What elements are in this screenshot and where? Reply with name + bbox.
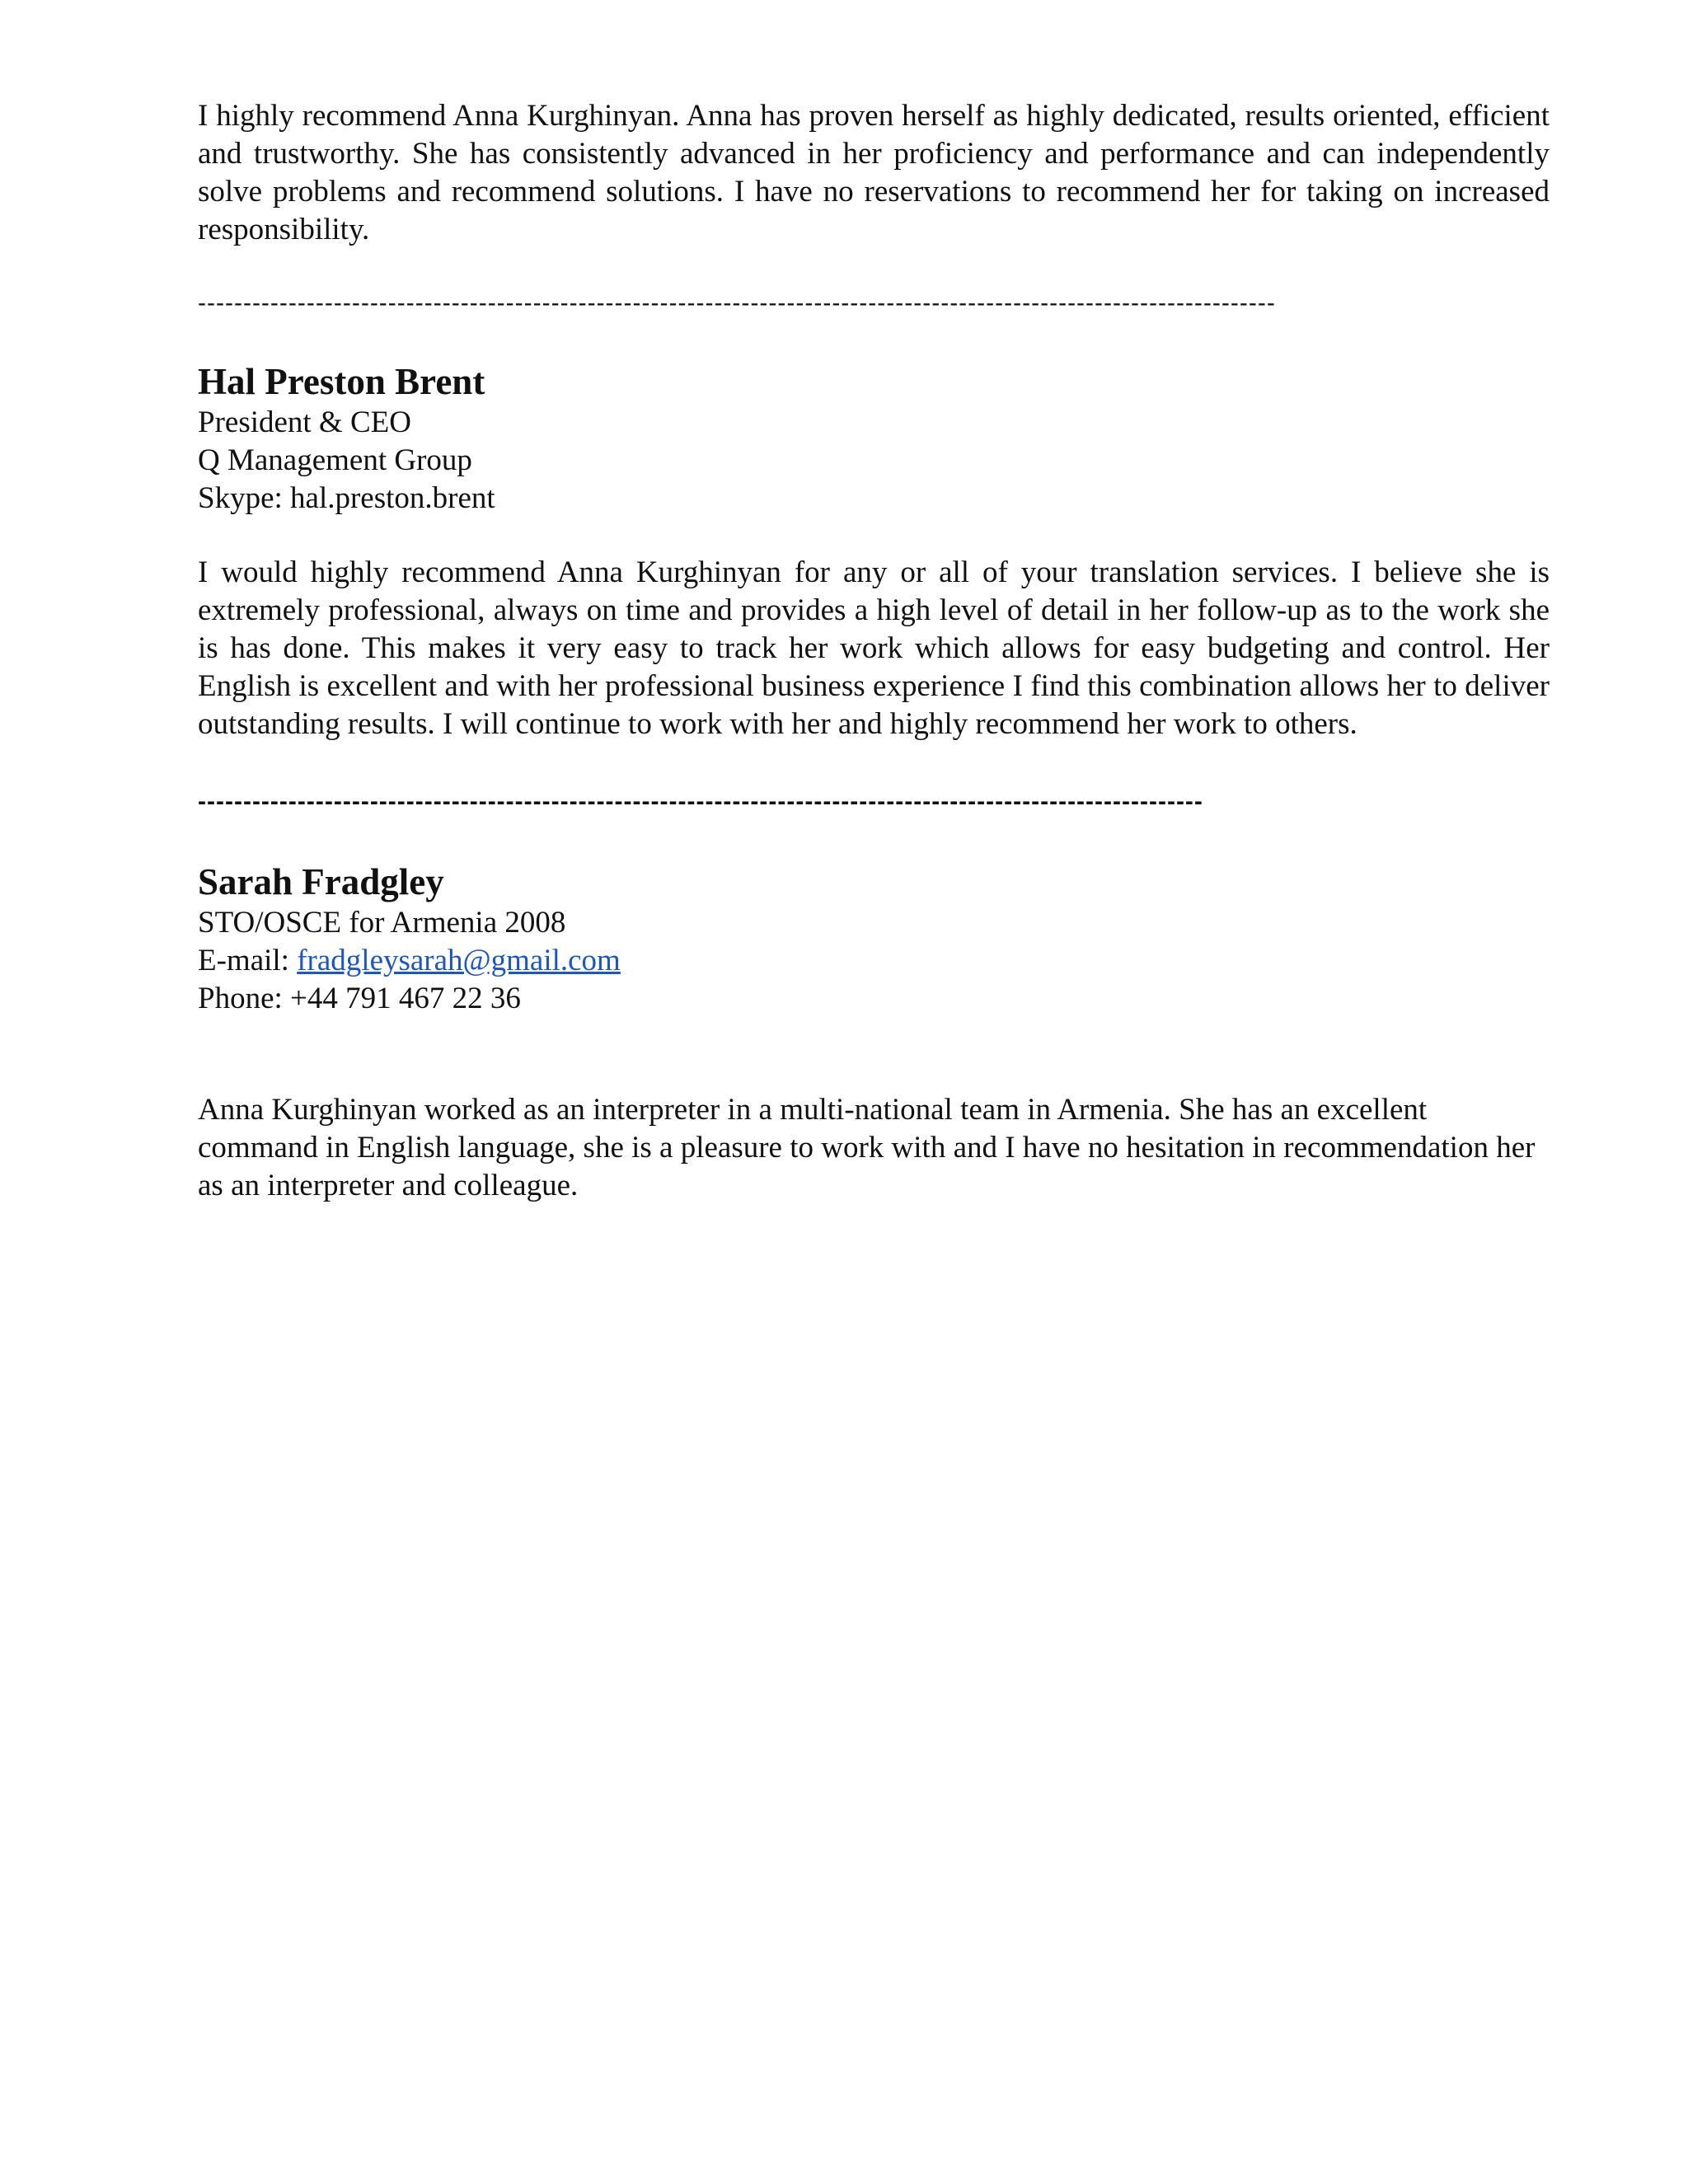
reference-2-paragraph: Anna Kurghinyan worked as an interpreter in a multi-national team in Armenia. She has an excellent command in English language, she is a pleasure to work with and I have no hesitation in recommendation her as an interpreter and colleague. [198,1093,1536,1202]
email-link[interactable]: fradgleysarah@gmail.com [297,944,621,977]
reference-title: STO/OSCE for Armenia 2008 [198,906,566,940]
reference-sarah-fradgley [198,860,1550,1018]
reference-name: Hal Preston Brent [198,361,485,402]
intro-paragraph: I highly recommend Anna Kurghinyan. Anna has proven herself as highly dedicated, results oriented, efficient and trustworthy. She has consistently advanced in her proficiency and performance and can independently solve problems and recommend solutions. I have no reservations to recommend her for taking on increased responsibility. [198,99,1550,246]
reference-email-line [198,942,1550,980]
reference-1-paragraph: I would highly recommend Anna Kurghinyan for any or all of your translation services. I believe she is extremely professional, always on time and provides a high level of detail in her follow-up as to the work she is has done. This makes it very easy to track her work which allows for easy budgeting and control. Her English is excellent and with her professional business experience I find this combination allows her to deliver outstanding results. I will continue to work with her and highly recommend her work to others. [198,555,1550,741]
reference-phone: Phone: +44 791 467 22 36 [198,982,521,1015]
reference-name: Sarah Fradgley [198,861,444,902]
section-divider: ----------------------------------------------------------------------------------------------------------------------- [198,289,1276,316]
reference-skype: Skype: hal.preston.brent [198,481,495,515]
reference-company: Q Management Group [198,443,472,477]
section-divider-bold: --------------------------------------------------------------------------------------------------------------- [198,788,1203,815]
email-label: E-mail: [198,944,298,977]
reference-1-body [198,554,1550,743]
reference-hal-preston-brent [198,359,1550,518]
intro-section [198,97,1550,249]
reference-title: President & CEO [198,405,411,439]
reference-2-body [198,1091,1550,1205]
